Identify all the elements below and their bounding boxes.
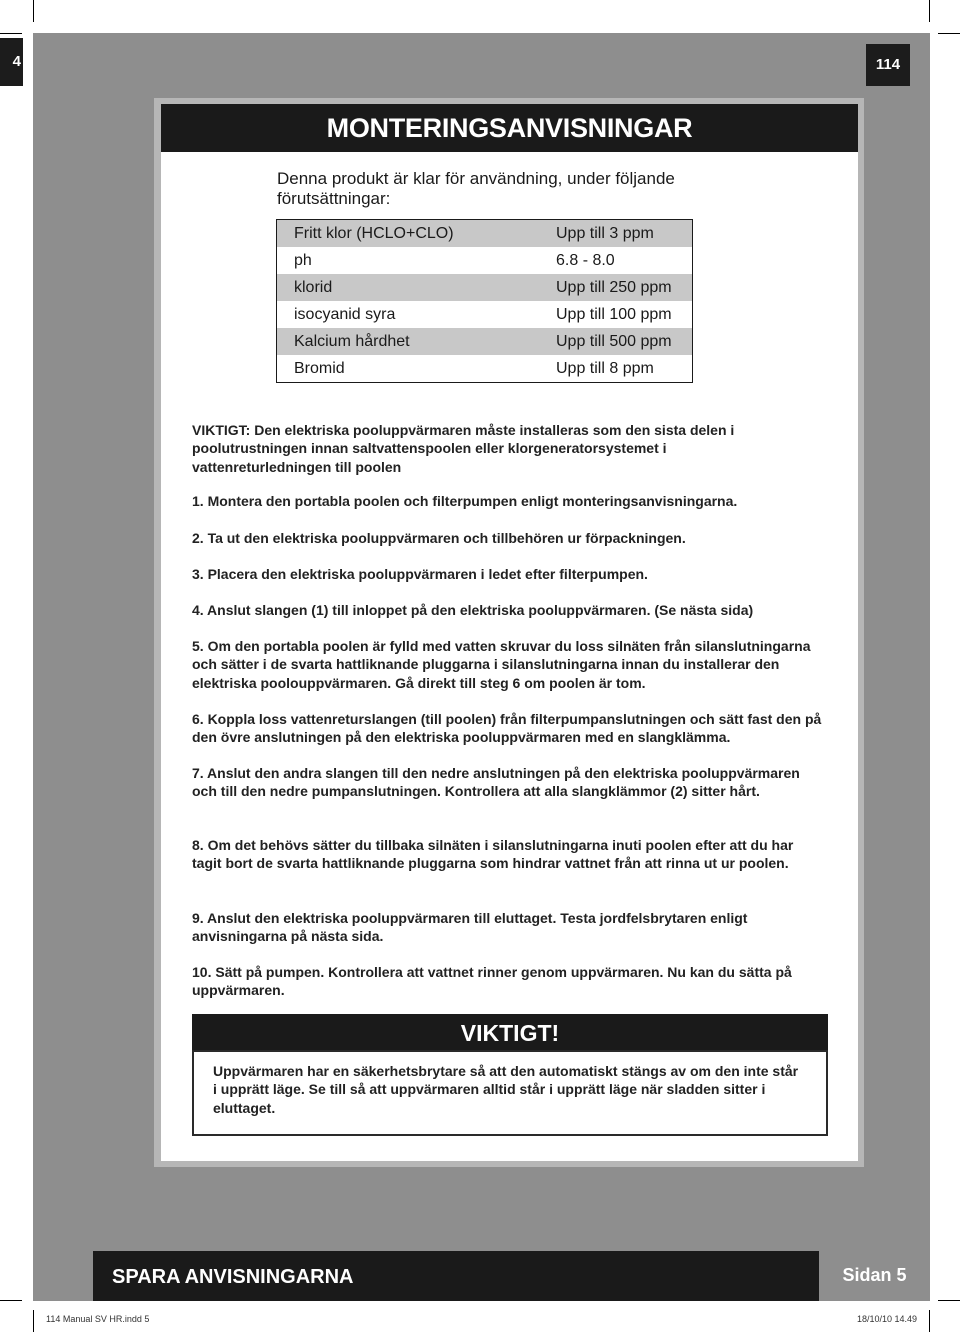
footer-save-instructions: SPARA ANVISNINGARNA bbox=[112, 1266, 354, 1288]
step-10: 10. Sätt på pumpen. Kontrollera att vattnet rinner genom uppvärmaren. Nu kan du sätta på uppvärmaren. bbox=[192, 964, 792, 999]
requirements-table bbox=[276, 219, 693, 383]
footer-page-label: Sidan 5 bbox=[819, 1251, 930, 1301]
step-3: 3. Placera den elektriska pooluppvärmaren i ledet efter filterpumpen. bbox=[192, 566, 648, 582]
step-6: 6. Koppla loss vattenreturslangen (till poolen) från filterpumpanslutningen och sätt fast den på den övre anslutningen på den elektriska pooluppvärmaren med en slangklämma. bbox=[192, 711, 822, 746]
print-slug-date: 18/10/10 14.49 bbox=[857, 1314, 918, 1324]
table-row bbox=[277, 220, 692, 247]
important-text: Uppvärmaren har en säkerhetsbrytare så att den automatiskt stängs av om den inte står i upprätt läge. Se till så att uppvärmaren alltid står i upprätt läge när sladden sitter i eluttaget. bbox=[213, 1063, 799, 1116]
table-row bbox=[277, 247, 692, 274]
requirement-name: isocyanid syra bbox=[294, 306, 396, 323]
crop-mark bbox=[33, 1310, 34, 1332]
step-1: 1. Montera den portabla poolen och filterpumpen enligt monteringsanvisningarna. bbox=[192, 493, 738, 509]
step-5: 5. Om den portabla poolen är fylld med vatten skruvar du loss silnäten från silanslutningarna och sätter i de svarta hattliknande pluggarna i silanslutningarna innan du installerar den elektriska poolouppvärmaren. Gå direkt till steg 6 om poolen är tom. bbox=[192, 638, 811, 691]
crop-mark bbox=[33, 0, 34, 22]
table-row bbox=[277, 355, 692, 382]
crop-mark bbox=[0, 33, 22, 34]
important-box bbox=[192, 1050, 828, 1136]
requirement-name: klorid bbox=[294, 279, 333, 296]
installation-warning: VIKTIGT: Den elektriska pooluppvärmaren måste installeras som den sista delen i poolutrustningen innan saltvattenspoolen eller klorgeneratorsystemet i vattenreturledningen till poolen bbox=[192, 422, 735, 475]
step-2: 2. Ta ut den elektriska pooluppvärmaren och tillbehören ur förpackningen. bbox=[192, 530, 686, 546]
crop-mark bbox=[938, 1300, 960, 1301]
requirement-name: Bromid bbox=[294, 360, 345, 377]
footer-bar bbox=[93, 1251, 930, 1301]
table-row bbox=[277, 328, 692, 355]
requirement-name: Kalcium hårdhet bbox=[294, 333, 410, 350]
requirement-value: Upp till 100 ppm bbox=[556, 306, 672, 323]
intro-text: Denna produkt är klar för användning, under följande förutsättningar: bbox=[277, 169, 675, 208]
requirement-value: 6.8 - 8.0 bbox=[556, 252, 615, 269]
step-8: 8. Om det behövs sätter du tillbaka silnäten i silanslutningarna inuti poolen efter att du har tagit bort de svarta hattliknande pluggarna som hindrar vattnet från att rinna ut ur poolen. bbox=[192, 837, 794, 872]
step-9: 9. Anslut den elektriska pooluppvärmaren till eluttaget. Testa jordfelsbrytaren enligt anvisningarna på nästa sida. bbox=[192, 910, 748, 945]
crop-mark bbox=[0, 1300, 22, 1301]
table-row bbox=[277, 274, 692, 301]
table-row bbox=[277, 301, 692, 328]
crop-mark bbox=[929, 1310, 930, 1332]
previous-page-tab: 4 bbox=[0, 38, 23, 86]
requirement-value: Upp till 3 ppm bbox=[556, 225, 654, 242]
page-title: MONTERINGSANVISNINGAR bbox=[161, 104, 858, 152]
requirement-name: ph bbox=[294, 252, 312, 269]
requirement-name: Fritt klor (HCLO+CLO) bbox=[294, 225, 454, 242]
crop-mark bbox=[929, 0, 930, 22]
requirement-value: Upp till 500 ppm bbox=[556, 333, 672, 350]
page-number-tab: 114 bbox=[866, 44, 910, 86]
step-7: 7. Anslut den andra slangen till den nedre anslutningen på den elektriska pooluppvärmaren och till den nedre pumpanslutningen. Kontrollera att alla slangklämmor (2) sitter hårt. bbox=[192, 765, 800, 800]
step-4: 4. Anslut slangen (1) till inloppet på den elektriska pooluppvärmaren. (Se nästa sida) bbox=[192, 602, 754, 618]
crop-mark bbox=[938, 33, 960, 34]
important-heading: VIKTIGT! bbox=[192, 1014, 828, 1052]
requirement-value: Upp till 8 ppm bbox=[556, 360, 654, 377]
print-slug-file: 114 Manual SV HR.indd 5 bbox=[46, 1314, 150, 1324]
requirement-value: Upp till 250 ppm bbox=[556, 279, 672, 296]
